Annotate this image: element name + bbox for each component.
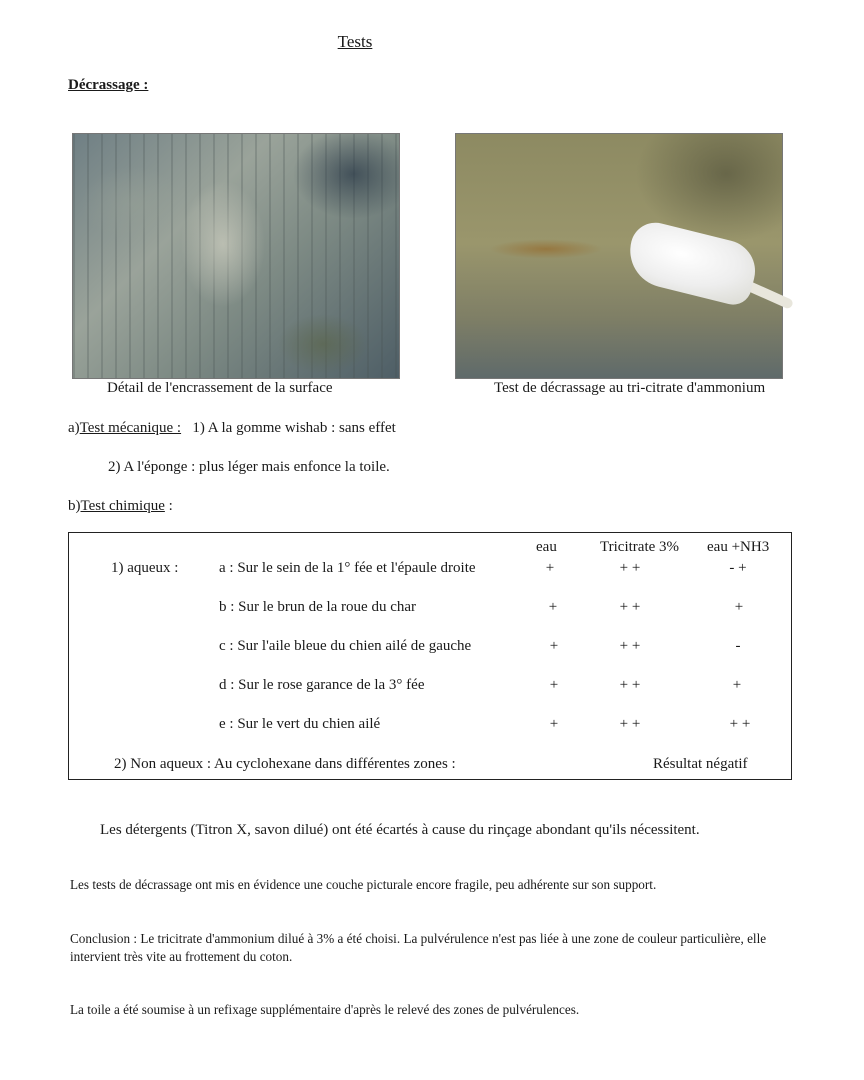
table-row-label: e : Sur le vert du chien ailé (219, 716, 381, 732)
mechanical-prefix: a) (68, 420, 80, 436)
table-cell-eau: + (549, 677, 559, 693)
table-cell-tricitrate: + + (619, 560, 641, 576)
table-cell-nh3: + (732, 677, 742, 693)
cotton-swab (622, 217, 761, 308)
paragraph-refixage: La toile a été soumise à un refixage supplémentaire d'après le relevé des zones de pulvérulences. (70, 1002, 580, 1017)
paragraph-tests: Les tests de décrassage ont mis en évidence une couche picturale encore fragile, peu adhérente sur son support. (70, 877, 657, 892)
table-cell-nh3: + (734, 599, 744, 615)
header-eau-nh3: eau +NH3 (707, 539, 770, 555)
table-cell-eau: + (548, 599, 558, 615)
header-eau: eau (536, 539, 557, 555)
table-cell-tricitrate: + + (619, 716, 641, 732)
paragraph-detergents: Les détergents (Titron X, savon dilué) ont été écartés à cause du rinçage abondant qu'ils nécessitent. (100, 822, 700, 838)
photo-caption-left: Détail de l'encrassement de la surface (107, 380, 333, 396)
table-cell-eau: + (549, 638, 559, 654)
table-row-label: c : Sur l'aile bleue du chien ailé de gauche (219, 638, 472, 654)
photo-cleaning-test (455, 133, 783, 379)
table-row-label: b : Sur le brun de la roue du char (219, 599, 417, 615)
photo-caption-right: Test de décrassage au tri-citrate d'ammonium (494, 380, 766, 396)
group-nonaqueous-result: Résultat négatif (653, 756, 748, 772)
table-cell-nh3: - + (729, 560, 747, 576)
mechanical-item-1: 1) A la gomme wishab : sans effet (192, 420, 396, 436)
mechanical-label: Test mécanique : (79, 420, 182, 436)
table-cell-eau: + (545, 560, 555, 576)
table-cell-eau: + (549, 716, 559, 732)
page-title: Tests (337, 32, 373, 51)
header-tricitrate: Tricitrate 3% (600, 539, 680, 555)
mechanical-test-line (68, 420, 396, 437)
table-cell-tricitrate: + + (619, 599, 641, 615)
table-cell-tricitrate: + + (619, 677, 641, 693)
group-aqueous-label: 1) aqueux : (111, 560, 179, 576)
table-row-label: a : Sur le sein de la 1° fée et l'épaule droite (219, 560, 476, 576)
mechanical-item-2: 2) A l'éponge : plus léger mais enfonce la toile. (108, 459, 390, 475)
table-row-label: d : Sur le rose garance de la 3° fée (219, 677, 425, 693)
table-cell-nh3: + + (729, 716, 751, 732)
chemical-prefix: b) (68, 498, 81, 514)
chemical-test-line (68, 498, 173, 515)
table-cell-nh3: - (735, 638, 741, 654)
table-cell-tricitrate: + + (619, 638, 641, 654)
paragraph-conclusion: Conclusion : Le tricitrate d'ammonium dilué à 3% a été choisi. La pulvérulence n'est pas liée à une zone de couleur particulière, elle intervient très vite au frottement du coton. (70, 931, 767, 964)
chemical-label: Test chimique (80, 498, 165, 514)
photo-surface-dirt (72, 133, 400, 379)
chemical-suffix: : (164, 498, 173, 514)
group-nonaqueous-label: 2) Non aqueux : Au cyclohexane dans différentes zones : (114, 756, 456, 772)
section-heading: Décrassage : (68, 77, 149, 93)
